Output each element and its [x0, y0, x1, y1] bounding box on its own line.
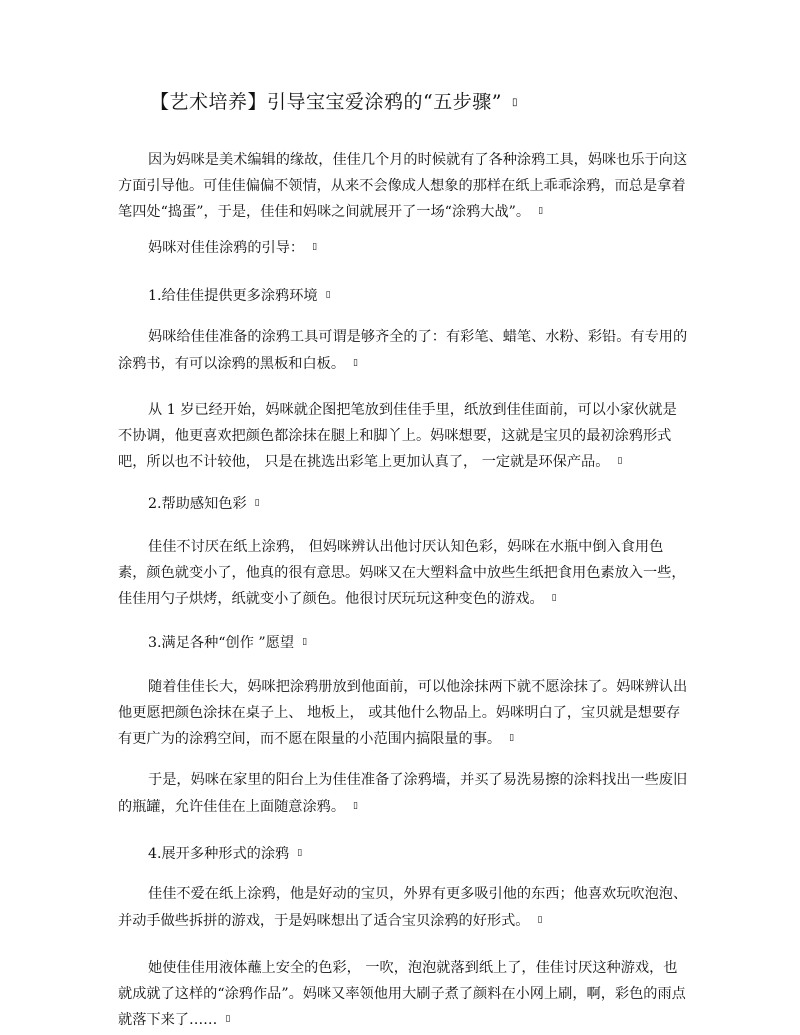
paragraph-text: 随着佳佳长大，妈咪把涂鸦册放到他面前，可以他涂抹两下就不愿涂抹了。妈咪辨认出他更愿把颜色涂抹在桌子上、 地板上， 或其他什么物品上。妈咪明白了，宝贝就是想要存有更广为的涂鸦空间，而不愿在限量的小范围内搞限量的事。 — [118, 679, 688, 747]
paragraph-colors — [118, 535, 688, 612]
paragraph-tools — [118, 325, 688, 377]
paragraph-intro — [118, 148, 688, 225]
section-heading-4 — [148, 841, 302, 867]
paragraph-wall — [118, 768, 688, 820]
paragraph-mark-icon: ▯ — [297, 848, 303, 858]
paragraph-text: 她使佳佳用液体蘸上安全的色彩， 一吹，泡泡就落到纸上了，佳佳讨厌这种游戏，也就成就了这样的“涂鸦作品”。妈咪又率领他用大刷子煮了颜料在小网上刷，啊，彩色的雨点就落下来了…… — [118, 960, 686, 1028]
title-text: 【艺术培养】引导宝宝爱涂鸦的“五步骤” — [150, 91, 502, 113]
heading-text: 1.给佳佳提供更多涂鸦环境 — [148, 287, 318, 304]
paragraph-text: 于是，妈咪在家里的阳台上为佳佳准备了涂鸦墙，并买了易洗易擦的涂料找出一些废旧的瓶罐，允许佳佳在上面随意涂鸦。 — [118, 772, 688, 815]
paragraph-mark-icon: ▯ — [254, 498, 260, 508]
section-heading-2 — [148, 491, 260, 517]
paragraph-text: 因为妈咪是美术编辑的缘故，佳佳几个月的时候就有了各种涂鸦工具，妈咪也乐于向这方面引导他。可佳佳偏偏不领情，从来不会像成人想象的那样在纸上乖乖涂鸦，而总是拿着笔四处“捣蛋”，于是，佳佳和妈咪之间就展开了一场“涂鸦大战”。 — [118, 152, 688, 220]
document-title — [150, 88, 650, 117]
paragraph-mark-icon: ▯ — [509, 733, 515, 743]
heading-text: 4.展开多种形式的涂鸦 — [148, 845, 290, 862]
paragraph-text: 佳佳不爱在纸上涂鸦，他是好动的宝贝，外界有更多吸引他的东西；他喜欢玩吹泡泡、并动手做些拆拼的游戏，于是妈咪想出了适合宝贝涂鸦的好形式。 — [118, 886, 688, 929]
paragraph-mark-icon: ▯ — [551, 593, 557, 603]
paragraph-forms — [118, 882, 688, 934]
paragraph-text: 妈咪对佳佳涂鸦的引导： — [148, 239, 305, 256]
paragraph-mark-icon: ▯ — [325, 290, 331, 300]
paragraph-mark-icon: ▯ — [353, 357, 358, 368]
paragraph-mark-icon: ▯ — [225, 1014, 231, 1024]
heading-text: 3.满足各种“创作 ”愿望 — [148, 634, 295, 651]
paragraph-mark-icon: ▯ — [617, 456, 623, 466]
paragraph-bubbles — [118, 956, 688, 1033]
paragraph-text: 佳佳不讨厌在纸上涂鸦， 但妈咪辨认出他讨厌认知色彩，妈咪在水瓶中倒入食用色素，颜色就变小了，他真的很有意思。妈咪又在大塑料盒中放些生纸把食用色素放入一些，佳佳用勺子烘烤，纸就变小了颜色。他很讨厌玩玩这种变色的游戏。 — [118, 539, 686, 607]
section-heading-3 — [148, 630, 307, 656]
paragraph-mark-icon: ▯ — [537, 914, 543, 925]
paragraph-text: 妈咪给佳佳准备的涂鸦工具可谓是够齐全的了：有彩笔、蜡笔、水粉、彩铅。有专用的涂鸦书，有可以涂鸦的黑板和白板。 — [118, 329, 688, 372]
section-heading-1 — [148, 283, 331, 309]
paragraph-first-steps — [118, 398, 688, 475]
heading-text: 2.帮助感知色彩 — [148, 495, 247, 512]
paragraph-mark-icon: ▯ — [312, 242, 318, 252]
paragraph-creation — [118, 675, 688, 752]
paragraph-mark-icon: ▯ — [302, 637, 308, 647]
paragraph-mark-icon: ▯ — [511, 97, 518, 108]
paragraph-mark-icon: ▯ — [538, 206, 544, 216]
paragraph-text: 从 1 岁已经开始，妈咪就企图把笔放到佳佳手里，纸放到佳佳面前，可以小家伙就是不协调，他更喜欢把颜色都涂抹在腿上和脚丫上。妈咪想要，这就是宝贝的最初涂鸦形式吧，所以也不计较他， 只是在挑选出彩笔上更加认真了， 一定就是环保产品。 — [118, 402, 677, 470]
paragraph-mark-icon: ▯ — [353, 800, 358, 811]
paragraph-guide — [148, 235, 317, 261]
